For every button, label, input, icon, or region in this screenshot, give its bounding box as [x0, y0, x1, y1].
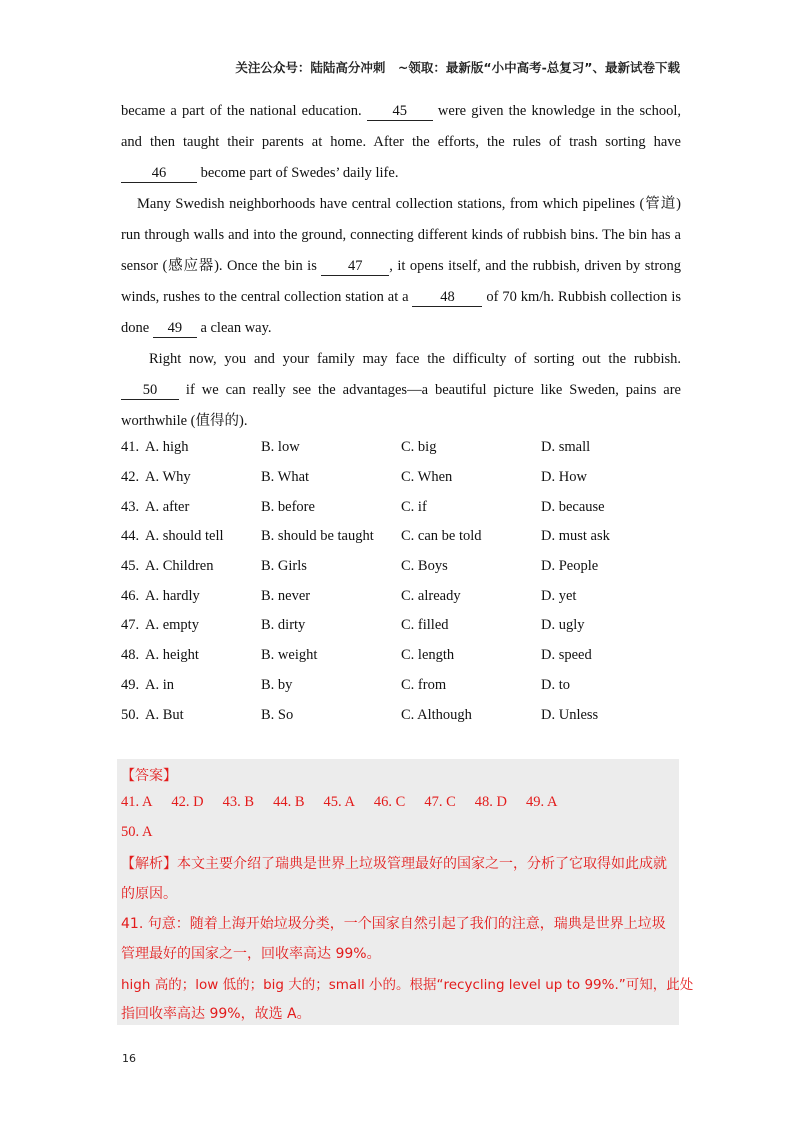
question-number: 48.: [121, 647, 140, 664]
option-d: D. yet: [541, 587, 577, 604]
answer-item: 44. B: [273, 794, 305, 810]
passage-text: became a part of the national education.: [121, 103, 367, 119]
option-b: B. weight: [261, 647, 318, 664]
answer-item: 49. A: [526, 794, 558, 810]
question-number: 50.: [121, 706, 140, 723]
blank-45: 45: [367, 102, 433, 121]
option-a: A. Why: [145, 469, 191, 486]
passage-text: , it opens itself, and the rubbish, driven by strong winds, rushes to the central collection station at a: [121, 258, 681, 305]
question-number: 47.: [121, 617, 140, 634]
blank-50: 50: [121, 381, 179, 400]
question-number: 45.: [121, 558, 140, 575]
answer-item: 46. C: [373, 794, 406, 810]
passage-text: if we can really see the advantages—a beautiful picture like Sweden, pains are worthwhile (值得的).: [121, 382, 681, 429]
option-d: D. speed: [541, 647, 592, 664]
option-row: [121, 641, 681, 671]
option-row: [121, 700, 681, 730]
option-a: A. empty: [145, 617, 199, 634]
option-row: [121, 552, 681, 582]
question-number: 42.: [121, 469, 140, 486]
blank-49: 49: [153, 319, 197, 338]
option-d: D. small: [541, 439, 591, 456]
option-a: A. Children: [145, 558, 214, 575]
reading-passage: [121, 96, 681, 437]
question-number: 43.: [121, 498, 140, 515]
answer-item: 50. A: [121, 824, 153, 840]
passage-text: Many Swedish neighborhoods have central collection stations, from which pipelines (管道) run through walls and into the ground, connecting different kinds of rubbish bins. The bin has a sensor (感应器). Once the bin is: [121, 196, 681, 274]
option-d: D. Unless: [541, 706, 599, 723]
option-a: A. height: [145, 647, 199, 664]
option-b: B. low: [261, 439, 300, 456]
question-number: 41.: [121, 439, 140, 456]
option-a: A. should tell: [145, 528, 224, 545]
answer-item: 47. C: [424, 794, 456, 810]
option-a: A. high: [145, 439, 189, 456]
passage-text: of 70 km/h. Rubbish collection is done: [121, 289, 681, 336]
answer-list: [121, 794, 576, 811]
passage-text: were given the knowledge in the school, and then taught their parents at home. After the efforts, the rules of trash sorting have: [121, 103, 681, 150]
question-number: 49.: [121, 676, 140, 693]
analysis-line: 【解析】本文主要介绍了瑞典是世界上垃圾管理最好的国家之一，分析了它取得如此成就: [121, 856, 667, 872]
explanation-line: 41. 句意：随着上海开始垃圾分类，一个国家自然引起了我们的注意，瑞典是世界上垃圾: [121, 916, 666, 932]
option-a: A. hardly: [145, 587, 200, 604]
option-b: B. So: [261, 706, 294, 723]
option-row: [121, 581, 681, 611]
option-a: A. But: [145, 706, 184, 723]
option-c: C. filled: [401, 617, 449, 634]
option-b: B. What: [261, 469, 310, 486]
option-row: [121, 463, 681, 493]
answer-item: 42. D: [171, 794, 204, 810]
option-row: [121, 492, 681, 522]
passage-text: become part of Swedes’ daily life.: [197, 165, 399, 181]
explanation-line: 管理最好的国家之一，回收率高达 99%。: [121, 946, 381, 962]
answer-heading: 【答案】: [121, 768, 177, 784]
option-c: C. Although: [401, 706, 472, 723]
page-header: 关注公众号：陆陆高分冲刺 ~领取：最新版“小中高考-总复习”、最新试卷下载: [235, 60, 680, 75]
option-d: D. must ask: [541, 528, 610, 545]
option-b: B. never: [261, 587, 311, 604]
blank-46: 46: [121, 164, 197, 183]
option-row: [121, 611, 681, 641]
option-d: D. People: [541, 558, 599, 575]
option-row: [121, 433, 681, 463]
analysis-line: 的原因。: [121, 886, 177, 902]
option-d: D. because: [541, 498, 605, 515]
option-row: [121, 522, 681, 552]
option-c: C. already: [401, 587, 461, 604]
page-number: 16: [122, 1052, 136, 1065]
explanation-line: 指回收率高达 99%，故选 A。: [121, 1006, 311, 1022]
question-number: 44.: [121, 528, 140, 545]
explanation-line: high 高的；low 低的；big 大的；small 小的。根据“recycling level up to 99%.”可知，此处: [121, 977, 694, 993]
passage-paragraph-3: [121, 344, 681, 437]
option-c: C. can be told: [401, 528, 482, 545]
option-d: D. How: [541, 469, 587, 486]
answer-section: [117, 759, 694, 1025]
passage-text: Right now, you and your family may face the difficulty of sorting out the rubbish.: [149, 351, 681, 367]
option-b: B. Girls: [261, 558, 307, 575]
option-c: C. When: [401, 469, 453, 486]
option-c: C. Boys: [401, 558, 448, 575]
option-b: B. should be taught: [261, 528, 374, 545]
option-b: B. before: [261, 498, 315, 515]
option-b: B. by: [261, 676, 293, 693]
blank-47: 47: [321, 257, 389, 276]
option-c: C. from: [401, 676, 447, 693]
option-c: C. if: [401, 498, 427, 515]
options-list: [121, 433, 681, 730]
answer-item: 45. A: [323, 794, 355, 810]
option-row: [121, 671, 681, 701]
passage-text: a clean way.: [196, 320, 272, 336]
option-c: C. big: [401, 439, 437, 456]
option-a: A. after: [145, 498, 190, 515]
question-number: 46.: [121, 587, 140, 604]
passage-paragraph-1: [121, 96, 681, 189]
answer-item: 43. B: [222, 794, 255, 810]
option-d: D. to: [541, 676, 570, 693]
blank-48: 48: [412, 288, 482, 307]
option-b: B. dirty: [261, 617, 306, 634]
passage-paragraph-2: [121, 189, 681, 344]
answer-item: 48. D: [474, 794, 507, 810]
option-a: A. in: [145, 676, 174, 693]
option-d: D. ugly: [541, 617, 585, 634]
option-c: C. length: [401, 647, 455, 664]
answer-item: 41. A: [121, 794, 153, 810]
